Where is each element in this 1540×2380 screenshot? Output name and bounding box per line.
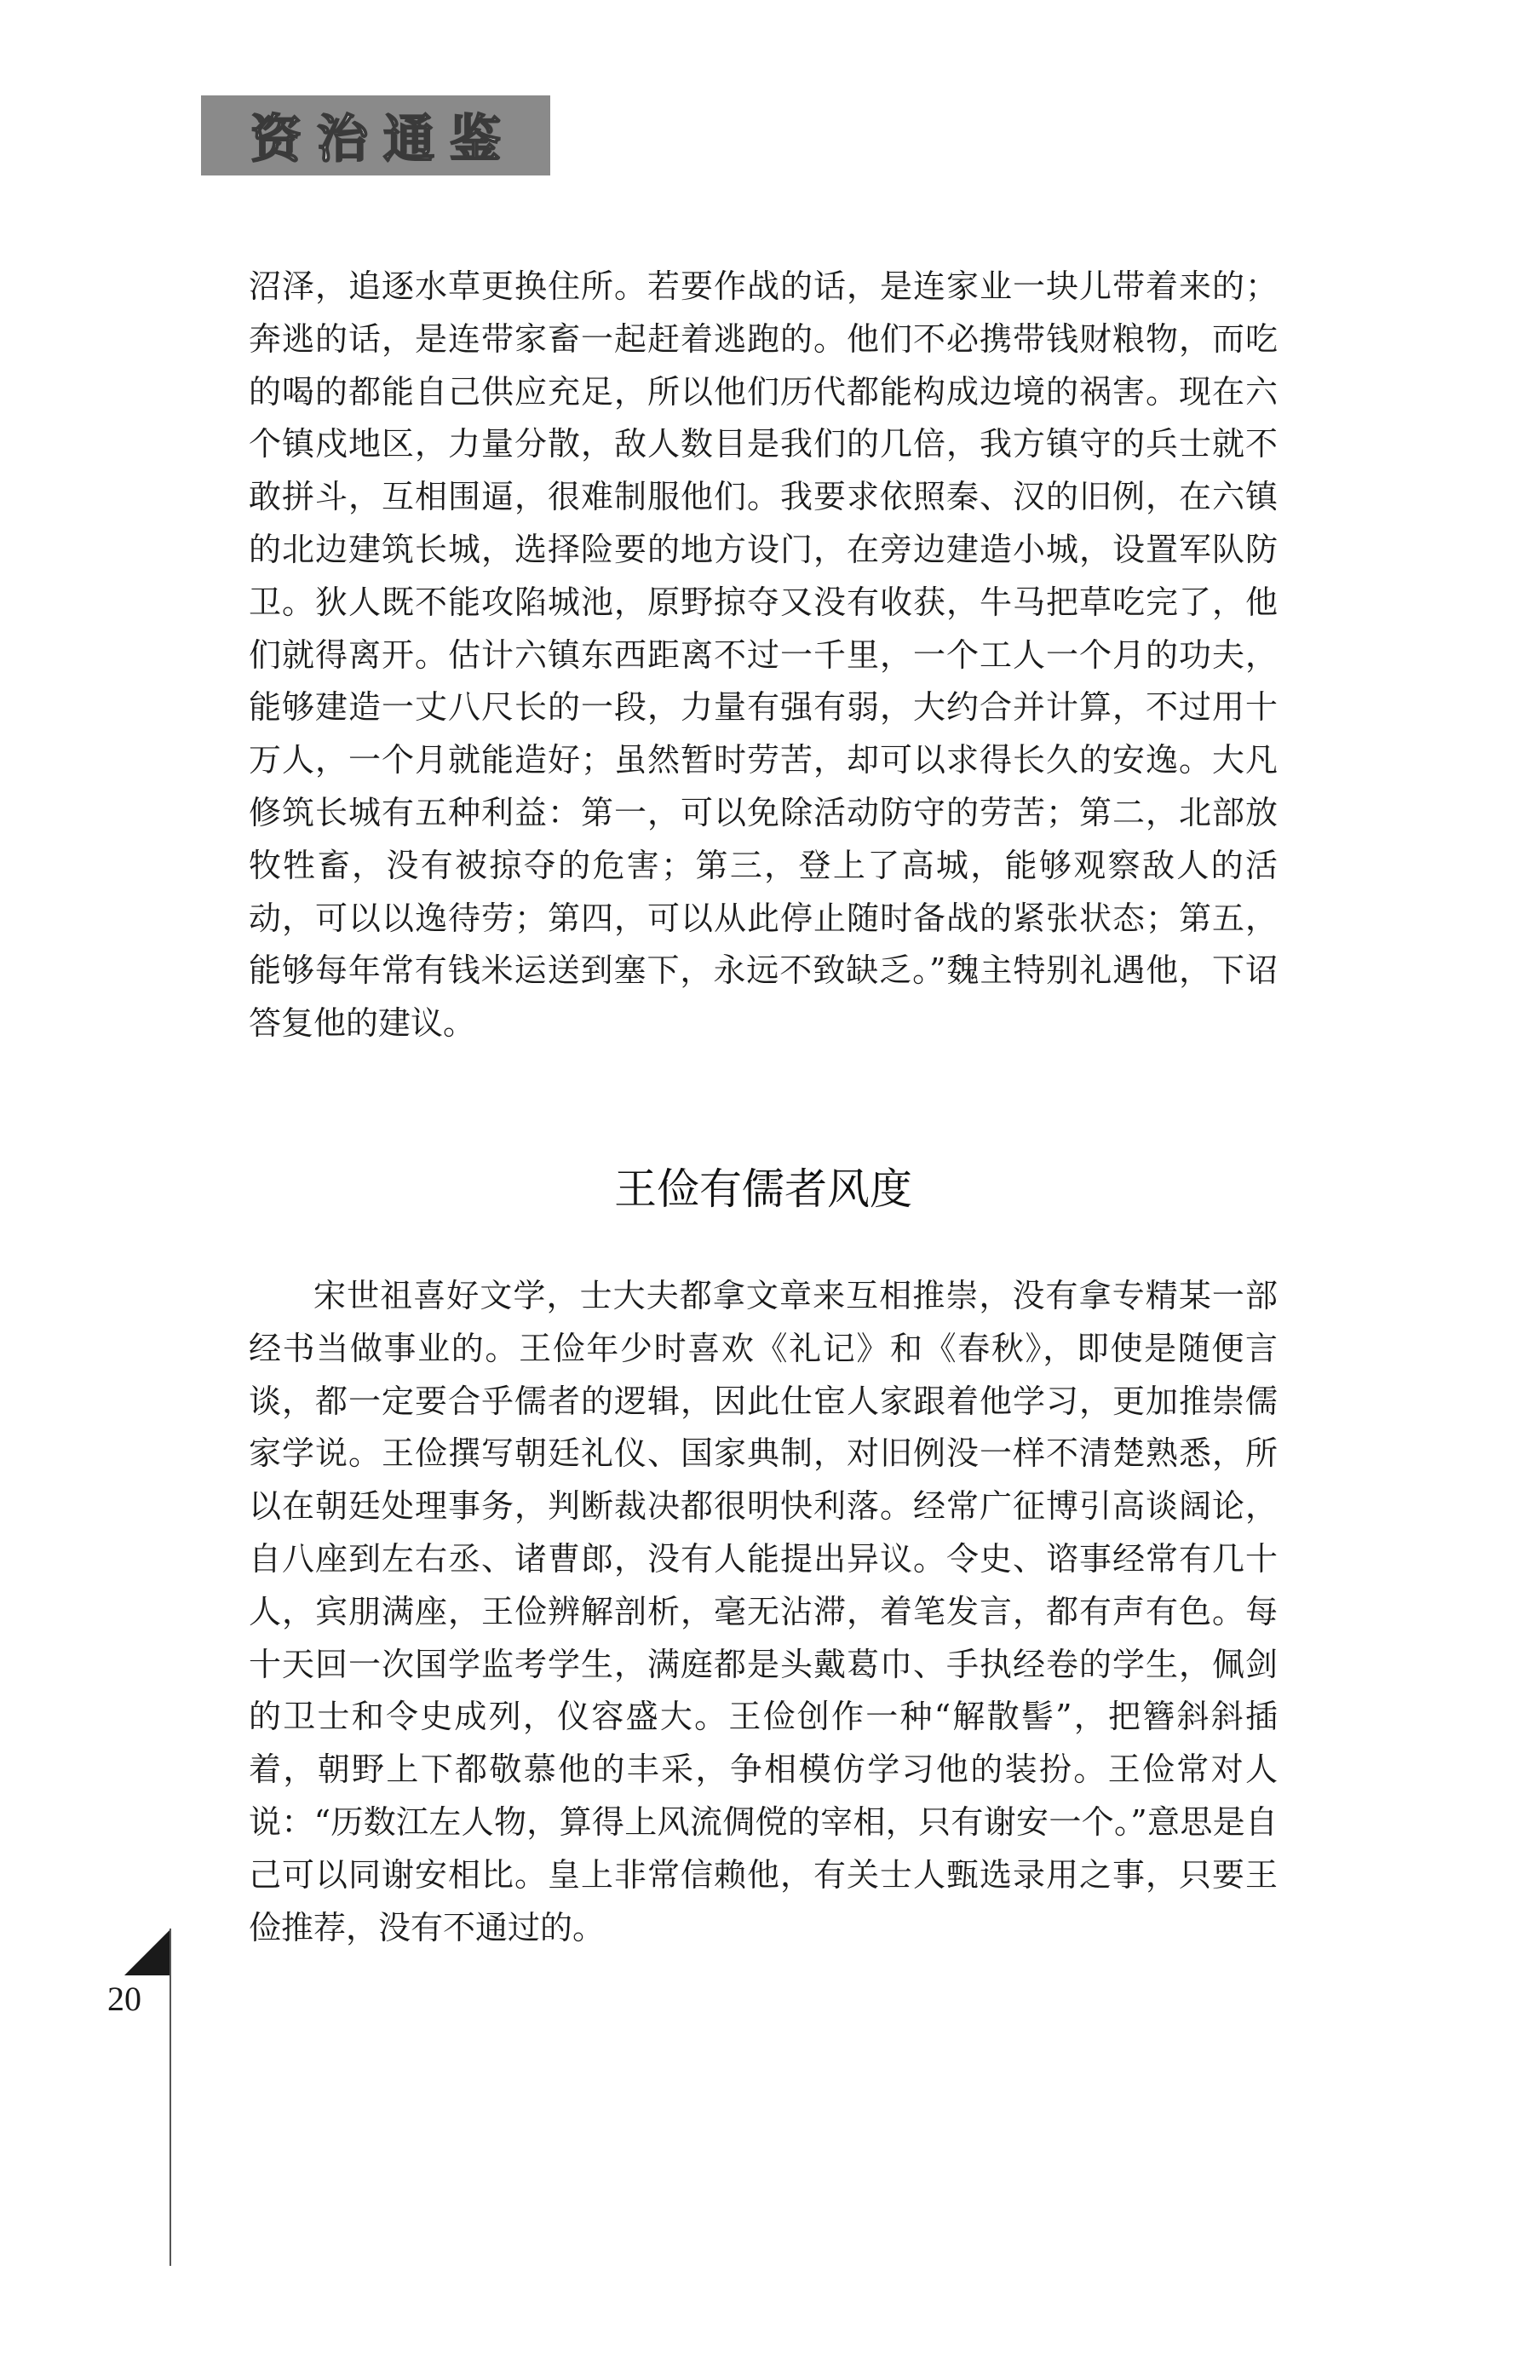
section-heading: 王俭有儒者风度	[614, 1164, 912, 1214]
margin-rule	[170, 1929, 171, 2266]
book-title-banner	[201, 95, 550, 175]
book-title: 资治通鉴	[250, 110, 516, 170]
paragraph-section: 宋世祖喜好文学，士大夫都拿文章来互相推崇，没有拿专精某一部经书当做事业的。王俭年少时喜欢《礼记》和《春秋》，即使是随便言谈，都一定要合乎儒者的逻辑，因此仕宦人家跟着他学习，更加推崇儒家学说。王俭撰写朝廷礼仪、国家典制，对旧例没一样不清楚熟悉，所以在朝廷处理事务，判断裁决都很明快利落。经常广征博引高谈阔论，自八座到左右丞、诸曹郎，没有人能提出异议。令史、谘事经常有几十人，宾朋满座，王俭辨解剖析，毫无沾滞，着笔发言，都有声有色。每十天回一次国学监考学生，满庭都是头戴葛巾、手执经卷的学生，佩剑的卫士和令史成列，仪容盛大。王俭创作一种“解散髻”，把簪斜斜插着，朝野上下都敬慕他的丰采，争相模仿学习他的装扮。王俭常对人说：“历数江左人物，算得上风流倜傥的宰相，只有谢安一个。”意思是自己可以同谢安相比。皇上非常信赖他，有关士人甄选录用之事，只要王俭推荐，没有不通过的。	[249, 1277, 1278, 1946]
paragraph-continued: 沼泽，追逐水草更换住所。若要作战的话，是连家业一块儿带着来的；奔逃的话，是连带家畜一起赶着逃跑的。他们不必携带钱财粮物，而吃的喝的都能自己供应充足，所以他们历代都能构成边境的祸害。现在六个镇戍地区，力量分散，敌人数目是我们的几倍，我方镇守的兵士就不敢拼斗，互相围逼，很难制服他们。我要求依照秦、汉的旧例，在六镇的北边建筑长城，选择险要的地方设门，在旁边建造小城，设置军队防卫。狄人既不能攻陷城池，原野掠夺又没有收获，牛马把草吃完了，他们就得离开。估计六镇东西距离不过一千里，一个工人一个月的功夫，能够建造一丈八尺长的一段，力量有强有弱，大约合并计算，不过用十万人，一个月就能造好；虽然暂时劳苦，却可以求得长久的安逸。大凡修筑长城有五种利益：第一，可以免除活动防守的劳苦；第二，北部放牧牲畜，没有被掠夺的危害；第三，登上了高城，能够观察敌人的活动，可以以逸待劳；第四，可以从此停止随时备战的紧张状态；第五，能够每年常有钱米运送到塞下，永远不致缺乏。”魏主特别礼遇他，下诏答复他的建议。	[249, 267, 1278, 1043]
page-number: 20	[107, 1980, 141, 2018]
page-corner-marker	[124, 1929, 171, 1975]
